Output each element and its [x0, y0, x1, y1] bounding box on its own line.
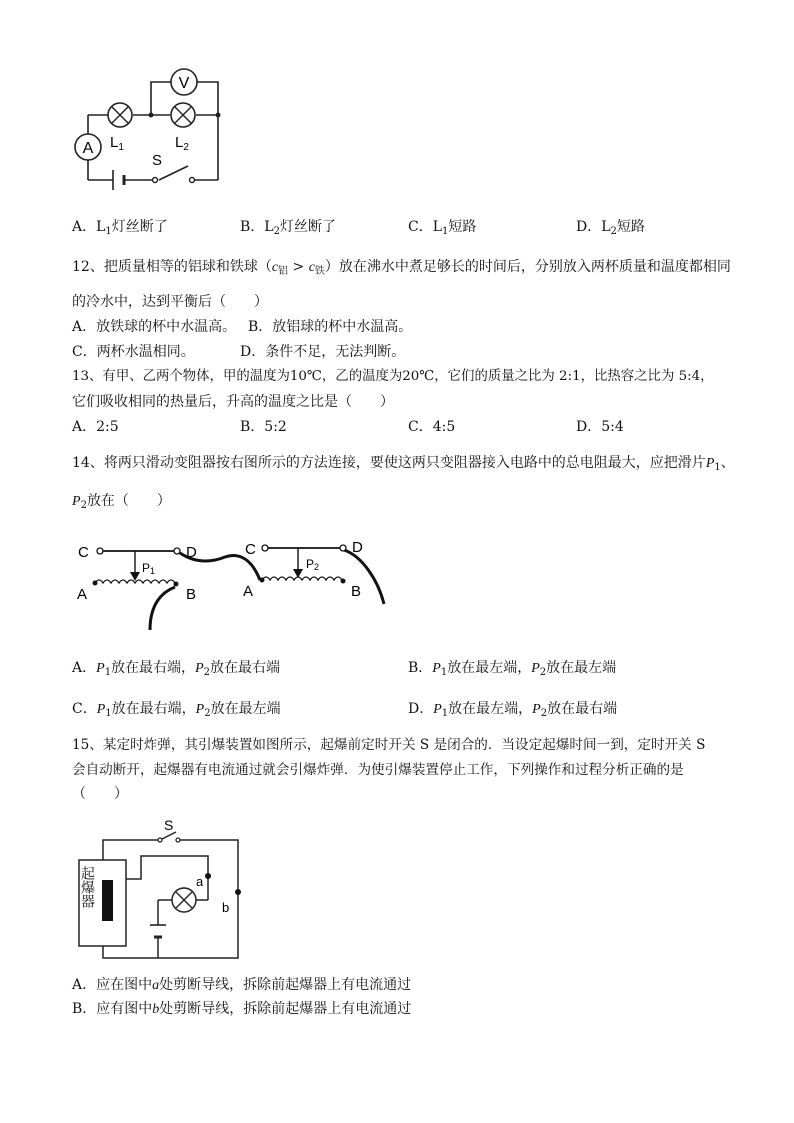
option-letter: C．: [408, 219, 433, 235]
stem-text: ）放在沸水中煮足够长的时间后，分别放入两杯质量和温度都相同: [324, 259, 731, 275]
voltmeter-label: V: [178, 75, 190, 92]
subscript: 1: [441, 708, 449, 719]
option-text: 放在最左端，: [448, 701, 533, 717]
q15-circuit-figure: [75, 812, 245, 962]
lamp-l1-symbol: [108, 103, 132, 127]
switch-label: S: [152, 152, 163, 169]
option-text: 处剪断导线，拆除前起爆器上有电流通过: [159, 977, 412, 993]
slider-p2-label: P2: [306, 557, 320, 572]
option-subscript: 1: [105, 226, 112, 237]
symbol-p2: P: [195, 702, 205, 717]
q11-option-d[interactable]: [576, 217, 645, 242]
q12-option-a[interactable]: A．放铁球的杯中水温高。: [72, 319, 237, 335]
terminal-d1-label: D: [186, 544, 197, 561]
q11-option-a[interactable]: [72, 217, 168, 242]
q14-rheostat-figure: [70, 535, 400, 635]
stem-text: 14、将两只滑动变阻器按右图所示的方法连接，要使这两只变阻器接入电路中的总电阻最大，应把滑片: [72, 455, 706, 471]
option-subscript: 2: [273, 226, 280, 237]
terminal-b1-label: B: [186, 586, 197, 603]
q12-stem-line2: 的冷水中，达到平衡后（ ）: [72, 294, 268, 310]
option-text: 放在最左端: [546, 660, 617, 676]
option-symbol: L: [264, 219, 274, 235]
symbol-p2: P: [195, 661, 204, 676]
option-text: 灯丝断了: [279, 219, 336, 235]
q13-stem-line2: 它们吸收相同的热量后，升高的温度之比是（ ）: [72, 394, 394, 410]
option-text: 短路: [616, 219, 645, 235]
q11-option-c[interactable]: [408, 217, 476, 242]
subscript: 铁: [314, 266, 325, 277]
q14-option-a[interactable]: [72, 658, 280, 683]
subscript: 2: [539, 667, 547, 678]
symbol-p1: P: [96, 702, 106, 717]
detonator-core: [102, 880, 113, 921]
option-text: 短路: [448, 219, 477, 235]
subscript: 2: [203, 667, 210, 678]
subscript: 铝: [278, 266, 289, 277]
option-text: A．应在图中: [72, 977, 153, 993]
lamp-l2-label: $L_2$: [175, 134, 189, 153]
q14-option-d[interactable]: [408, 699, 617, 724]
subscript: 2: [80, 500, 87, 511]
lamp-l2-symbol: [171, 103, 195, 127]
point-variable: b: [152, 1002, 160, 1017]
option-text: 灯丝断了: [111, 219, 168, 235]
terminal-c2-label: C: [245, 541, 256, 558]
option-symbol: L: [601, 219, 611, 235]
stem-text: 12、把质量相等的铝球和铁球（: [72, 259, 272, 275]
q11-circuit-figure: [70, 62, 230, 190]
option-letter: D．: [576, 219, 602, 235]
option-text: 放在最右端，: [111, 701, 196, 717]
q13-option-b[interactable]: B．5:2: [240, 419, 287, 435]
subscript: 1: [440, 667, 448, 678]
symbol-p2: P: [531, 661, 540, 676]
q13-option-a[interactable]: A．2:5: [72, 419, 119, 435]
symbol-c: c: [271, 260, 279, 275]
terminal-d2-label: D: [352, 539, 363, 556]
option-letter: D．: [408, 701, 434, 717]
q14-stem-line2: [72, 491, 171, 516]
option-letter: B．: [408, 660, 433, 676]
point-variable: a: [152, 978, 160, 993]
symbol-p1: P: [705, 456, 715, 471]
subscript: 2: [204, 708, 211, 719]
subscript: 2: [540, 708, 548, 719]
lamp-symbol: [172, 888, 196, 912]
option-letter: C．: [72, 701, 97, 717]
option-symbol: L: [432, 219, 443, 235]
option-text: 放在最右端: [210, 660, 280, 676]
q15-stem-line3: （ ）: [72, 786, 128, 802]
option-text: 放在最左端: [210, 701, 281, 717]
option-subscript: 2: [610, 226, 617, 237]
q15-stem-line2: 会自动断开，起爆器有电流通过就会引爆炸弹．为使引爆装置停止工作，下列操作和过程分析正确的是: [72, 762, 684, 778]
option-letter: A．: [72, 219, 97, 235]
option-symbol: L: [96, 219, 106, 235]
q14-stem-line1: [72, 453, 735, 478]
symbol-p1: P: [96, 661, 105, 676]
operator: >: [288, 259, 309, 275]
subscript: 1: [714, 462, 721, 473]
ammeter-label: A: [82, 140, 94, 157]
q15-option-b[interactable]: [72, 999, 411, 1020]
point-a-label: a: [196, 874, 204, 889]
option-text: 放在最左端，: [447, 660, 532, 676]
q14-option-c[interactable]: [72, 699, 281, 724]
option-text: B．应有图中: [72, 1001, 153, 1017]
rheostat-2-coil: [262, 577, 342, 580]
point-b-label: b: [222, 900, 230, 915]
slider-p1-label: P1: [142, 561, 156, 576]
q12-option-d[interactable]: D．条件不足，无法判断。: [240, 344, 406, 360]
symbol-p2: P: [532, 702, 541, 717]
lamp-l1-label: $L_1$: [110, 134, 124, 153]
terminal-a2-label: A: [243, 583, 254, 600]
q11-option-b[interactable]: [240, 217, 336, 242]
q13-option-c[interactable]: C．4:5: [408, 419, 456, 435]
symbol-p1: P: [433, 702, 442, 717]
stem-text: 放在（ ）: [86, 493, 171, 509]
option-letter: A．: [72, 660, 97, 676]
option-letter: B．: [240, 219, 265, 235]
q12-option-c[interactable]: C．两杯水温相同。: [72, 344, 195, 360]
terminal-c1-label: C: [78, 544, 89, 561]
option-subscript: 1: [442, 226, 449, 237]
switch-label: S: [164, 817, 174, 833]
subscript: 1: [104, 667, 112, 678]
q13-stem-line1: 13、有甲、乙两个物体，甲的温度为10℃，乙的温度为20℃，它们的质量之比为 2:1，比热容之比为 5:4，: [72, 369, 714, 384]
terminal-b2-label: B: [351, 583, 362, 600]
detonator-label: 起爆器: [79, 866, 95, 908]
q13-option-d[interactable]: D．5:4: [576, 419, 624, 435]
option-text: 处剪断导线，拆除前起爆器上有电流通过: [159, 1001, 412, 1017]
symbol-p2: P: [72, 494, 81, 509]
option-text: 放在最右端，: [111, 660, 196, 676]
option-text: 放在最右端: [547, 701, 618, 717]
q15-stem-line1: 15、某定时炸弹，其引爆装置如图所示，起爆前定时开关 S 是闭合的．当设定起爆时间一到，定时开关 S: [72, 737, 706, 753]
q14-option-b[interactable]: [408, 658, 616, 683]
terminal-a1-label: A: [77, 586, 88, 603]
separator: 、: [720, 455, 735, 471]
q12-option-b[interactable]: B．放铝球的杯中水温高。: [248, 319, 413, 335]
q15-option-a[interactable]: [72, 975, 411, 996]
symbol-c: c: [308, 260, 315, 275]
symbol-p1: P: [432, 661, 441, 676]
q12-stem-line1: [72, 257, 731, 282]
subscript: 1: [105, 708, 112, 719]
